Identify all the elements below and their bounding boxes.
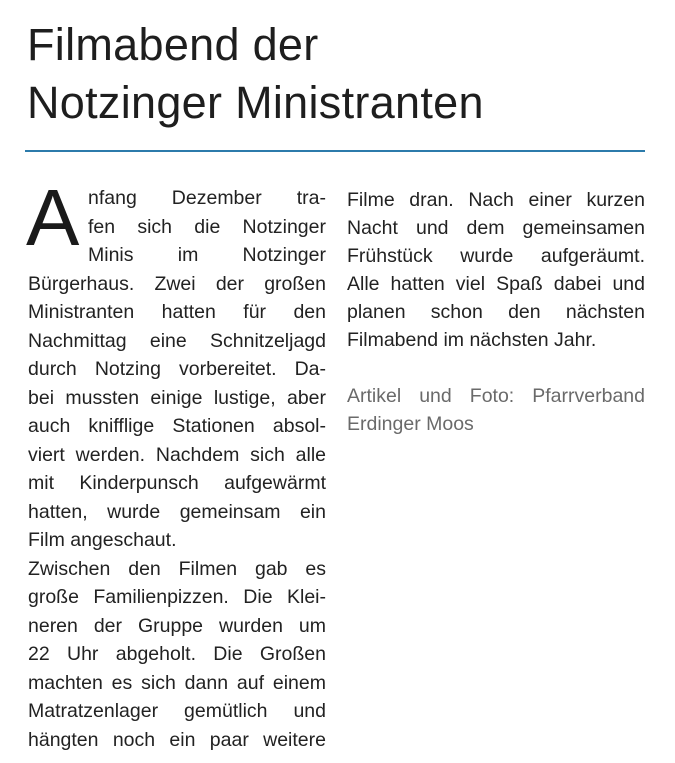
credit-line: Artikel und Foto: Pfarrverband: [347, 385, 645, 407]
text-line: durch Notzing vorbereitet. Da-: [28, 358, 326, 380]
text-line: Matratzenlager gemütlich und: [28, 700, 326, 722]
article-title: [27, 16, 484, 132]
text-line: mit Kinderpunsch aufgewärmt: [28, 472, 326, 494]
text-line: bei mussten einige lustige, aber: [28, 386, 326, 409]
text-line: Zwischen den Filmen gab es: [28, 557, 326, 580]
text-line: Nacht und dem gemeinsamen: [347, 217, 645, 239]
text-line: Bürgerhaus. Zwei der großen: [28, 272, 326, 295]
text-line: 22 Uhr abgeholt. Die Großen: [28, 643, 326, 665]
text-line: Alle hatten viel Spaß dabei und: [347, 273, 645, 295]
text-line: fen sich die Notzinger: [88, 215, 326, 238]
credit-line: Erdinger Moos: [347, 413, 474, 435]
text-line: Ministranten hatten für den: [28, 301, 326, 323]
text-line: hatten, wurde gemeinsam ein: [28, 500, 326, 523]
text-line: Minis im Notzinger: [88, 244, 326, 266]
text-line: auch knifflige Stationen absol-: [28, 415, 326, 437]
text-line: machten es sich dann auf einem: [28, 671, 326, 694]
article-column-1: [28, 184, 326, 754]
text-line: Film angeschaut.: [28, 529, 177, 551]
text-line: Filme dran. Nach einer kurzen: [347, 189, 645, 211]
drop-cap: A: [26, 173, 80, 262]
text-line: neren der Gruppe wurden um: [28, 614, 326, 637]
text-line: Filmabend im nächsten Jahr.: [347, 329, 597, 351]
text-line: nfang Dezember tra-: [88, 187, 326, 209]
text-line: große Familienpizzen. Die Klei-: [28, 586, 326, 608]
text-line: viert werden. Nachdem sich alle: [28, 443, 326, 466]
title-line-1: Filmabend der: [27, 19, 319, 70]
text-line: hängten noch ein paar weitere: [28, 728, 326, 751]
text-line: Frühstück wurde aufgeräumt.: [347, 245, 645, 267]
text-line: planen schon den nächsten: [347, 301, 645, 323]
title-divider: [25, 150, 645, 152]
text-line: Nachmittag eine Schnitzeljagd: [28, 329, 326, 352]
title-line-2: Notzinger Ministranten: [27, 77, 484, 128]
article-column-2: [347, 186, 645, 438]
